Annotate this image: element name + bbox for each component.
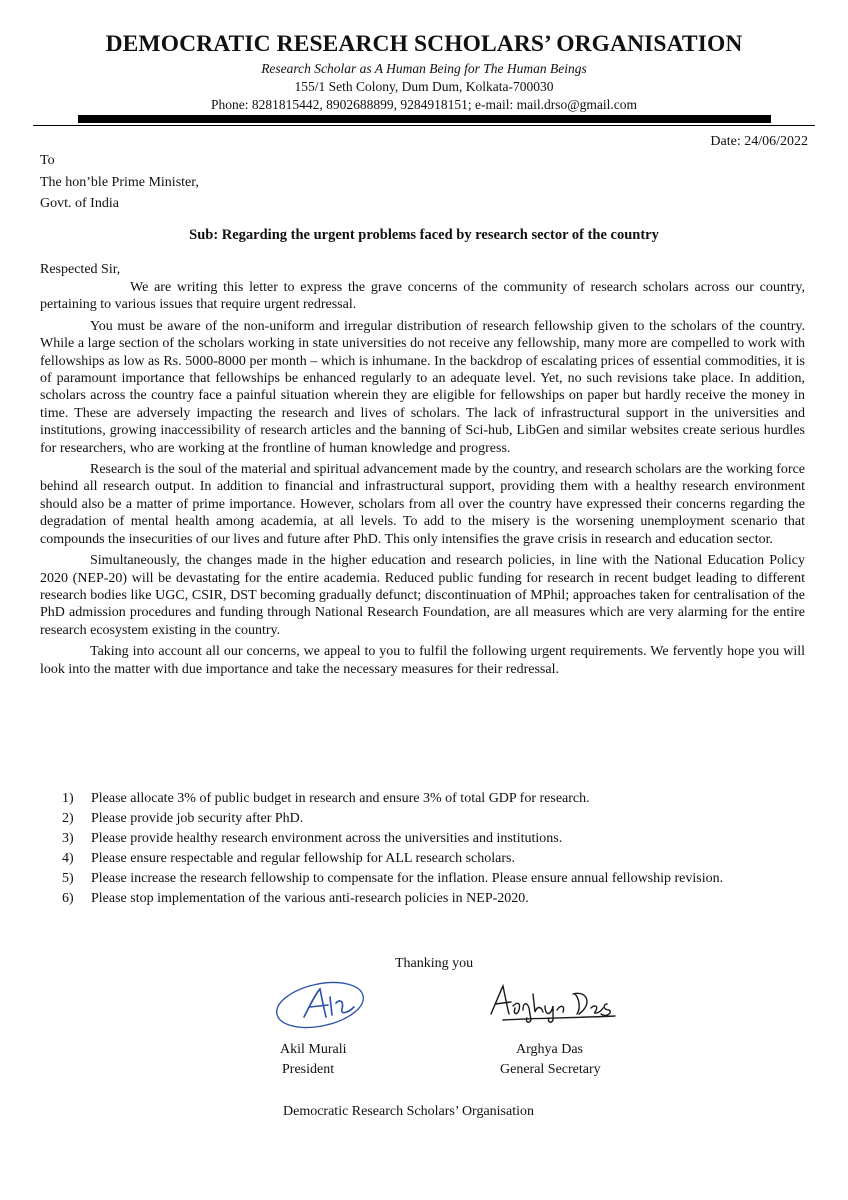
body-paragraph: Taking into account all our concerns, we appeal to you to fulfil the following urgent requirements. We fervently hope you will look into the matter with due importance and take the necessary measures for their redressal. bbox=[40, 644, 805, 677]
footer-organisation: Democratic Research Scholars’ Organisation bbox=[283, 1104, 535, 1119]
list-item-number: 4) bbox=[62, 851, 74, 866]
signatory-title: President bbox=[282, 1062, 335, 1077]
list-item-text: Please allocate 3% of public budget in research and ensure 3% of total GDP for research. bbox=[91, 791, 590, 806]
signatory-name: Arghya Das bbox=[516, 1042, 584, 1057]
letterhead-divider-thick bbox=[78, 115, 771, 123]
list-item-number: 1) bbox=[62, 791, 74, 806]
list-item bbox=[62, 850, 805, 868]
list-item-text: Please ensure respectable and regular fellowship for ALL research scholars. bbox=[91, 851, 515, 866]
list-item bbox=[62, 870, 805, 888]
list-item bbox=[62, 790, 805, 808]
letter-body bbox=[40, 279, 805, 682]
letter-subject: Sub: Regarding the urgent problems faced by research sector of the country bbox=[189, 227, 659, 243]
closing-line: Thanking you bbox=[395, 956, 474, 971]
list-item bbox=[62, 890, 805, 908]
org-contact: Phone: 8281815442, 8902688899, 9284918151; e-mail: mail.drso@gmail.com bbox=[210, 97, 638, 112]
org-name-heading: DEMOCRATIC RESEARCH SCHOLARS’ ORGANISATION bbox=[105, 31, 743, 57]
body-paragraph: Simultaneously, the changes made in the higher education and research policies, in line with the National Education Policy 2020 (NEP-20) will be devastating for the entire academia. Reduced public funding for research in recent budget leading to different research bodies like UGC, CSIR, DST becoming gradually defunct; discontinuation of MPhil; approaches taken for centralisation of the PhD admission procedures and funding through National Research Foundation, are all measures which are very alarming for the entire research ecosystem existing in the country. bbox=[40, 553, 805, 638]
list-item-number: 3) bbox=[62, 831, 74, 846]
list-item-text: Please provide job security after PhD. bbox=[91, 811, 304, 826]
requirements-list bbox=[62, 790, 805, 910]
body-paragraph: Research is the soul of the material and spiritual advancement made by the country, and research scholars are the working force behind all research output. In addition to financial and infrastructural support, providing them with a healthy research environment should also be a matter of prime importance. However, scholars from all over the country have expressed their concerns regarding the degradation of mental health among academia, at all levels. To add to the misery is the worsening unemployment scenario that compounds the insecurities of our lives and future after PhD. This only intensifies the grave crisis in research and education sector. bbox=[40, 462, 805, 547]
recipient-line-1: The hon’ble Prime Minister, bbox=[40, 174, 199, 190]
signatory-name: Akil Murali bbox=[280, 1042, 347, 1057]
list-item-number: 5) bbox=[62, 871, 74, 886]
list-item-text: Please provide healthy research environment across the universities and institutions. bbox=[91, 831, 563, 846]
salutation: Respected Sir, bbox=[40, 262, 121, 277]
org-address: 155/1 Seth Colony, Dum Dum, Kolkata-700030 bbox=[294, 79, 554, 94]
signature-arghya-das bbox=[483, 980, 623, 1025]
body-paragraph: We are writing this letter to express the grave concerns of the community of research scholars across our country, pertaining to various issues that require urgent redressal. bbox=[40, 280, 805, 313]
letter-date: Date: 24/06/2022 bbox=[710, 134, 808, 149]
list-item bbox=[62, 810, 805, 828]
signatory-general-secretary bbox=[500, 1040, 601, 1080]
signatory-title: General Secretary bbox=[500, 1062, 601, 1077]
list-item-number: 2) bbox=[62, 811, 74, 826]
recipient-to: To bbox=[40, 153, 55, 168]
recipient-line-2: Govt. of India bbox=[40, 196, 119, 211]
org-tagline: Research Scholar as A Human Being for The Human Beings bbox=[261, 61, 587, 76]
list-item-text: Please increase the research fellowship to compensate for the inflation. Please ensure annual fellowship revision. bbox=[91, 871, 724, 886]
letterhead-divider-thin bbox=[33, 125, 815, 126]
signature-akil-murali bbox=[268, 975, 378, 1033]
list-item bbox=[62, 830, 805, 848]
recipient-block bbox=[40, 150, 199, 215]
list-item-number: 6) bbox=[62, 891, 74, 906]
signatory-president bbox=[280, 1040, 347, 1080]
body-paragraph: You must be aware of the non-uniform and irregular distribution of research fellowship given to the scholars of the country. While a large section of the scholars working in state universities do not receive any fellowship, many more are compelled to work with fellowships as low as Rs. 5000-8000 per month – which is inhumane. In the backdrop of escalating prices of essential commodities, it is of paramount importance that fellowships be enhanced regularly to an adequate level. Yet, no such revisions take place. In addition, scholars across the country face a painful situation wherein they are eligible for fellowships on paper but hardly receive the money in time. These are adversely impacting the research and lives of scholars. The lack of infrastructural support in the universities and institutions, growing inaccessibility of research articles and the banning of Sci-hub, LibGen and similar websites create serious hurdles for researchers, who are working at the frontline of human knowledge and progress. bbox=[40, 318, 805, 456]
list-item-text: Please stop implementation of the various anti-research policies in NEP-2020. bbox=[91, 891, 529, 906]
